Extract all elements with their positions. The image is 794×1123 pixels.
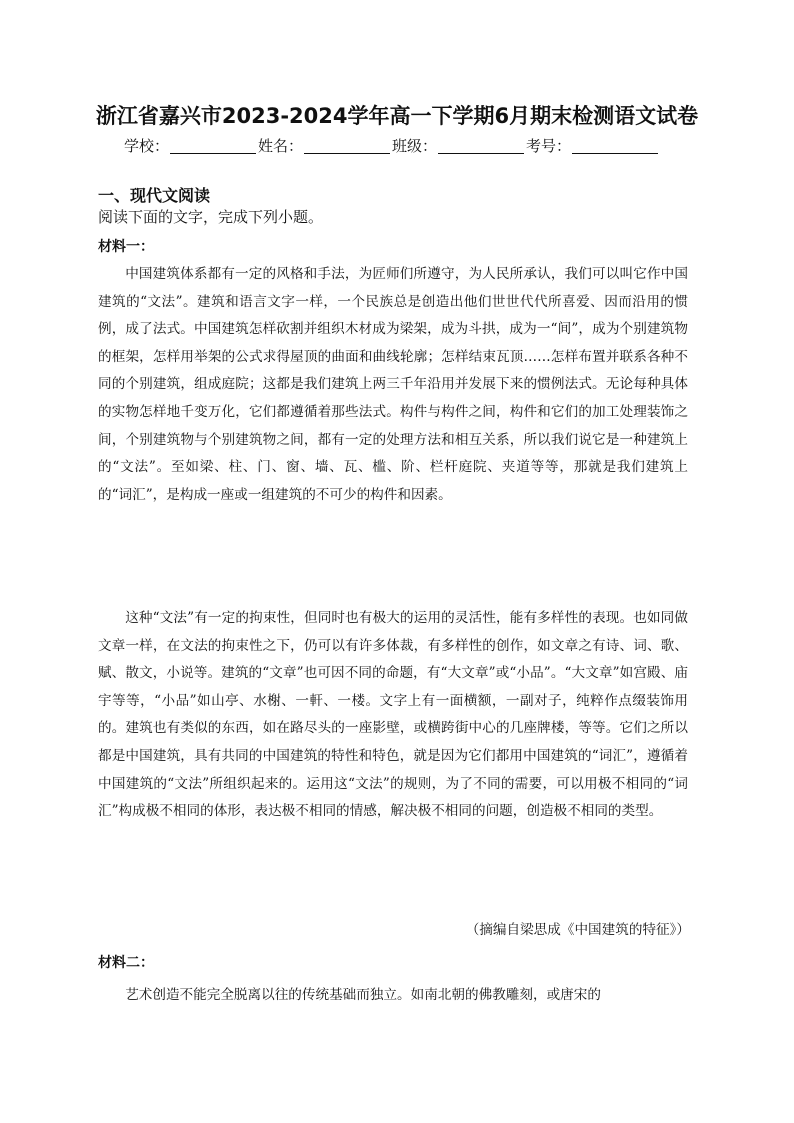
number-blank[interactable] (572, 137, 658, 154)
name-field (258, 135, 392, 156)
reading-instruction: 阅读下面的文字，完成下列小题。 (98, 208, 324, 226)
student-info-line (124, 135, 684, 156)
number-label: 考号： (526, 137, 572, 155)
exam-title: 浙江省嘉兴市2023-2024学年高一下学期6月期末检测语文试卷 (95, 104, 699, 128)
material-one-paragraph-2: 这种“文法”有一定的拘束性，但同时也有极大的运用的灵活性，能有多样性的表现。也如同做文章一样，在文法的拘束性之下，仍可以有许多体裁，有多样性的创作，如文章之有诗、词、歌、赋、散文，小说等。建筑的“文章”也可因不同的命题，有“大文章”或“小品”。“大文章”如宫殿、庙宇等等，“小品”如山亭、水榭、一軒、一楼。文字上有一面横额，一副对子，纯粹作点缀装饰用的。建筑也有类似的东西，如在路尽头的一座影壁，或横跨街中心的几座牌楼，等等。它们之所以都是中国建筑，具有共同的中国建筑的特性和特色，就是因为它们都用中国建筑的“词汇”，遵循着中国建筑的“文法”所组织起来的。运用这“文法”的规则，为了不同的需要，可以用极不相同的“词汇”构成极不相同的体形，表达极不相同的情感，解决极不相同的问题，创造极不相同的类型。 (98, 610, 688, 820)
section-heading: 一、现代文阅读 (98, 186, 211, 205)
name-label: 姓名： (258, 137, 304, 155)
material-two-label: 材料二： (98, 955, 154, 971)
class-blank[interactable] (438, 137, 524, 154)
class-label: 班级： (392, 137, 438, 155)
school-field (124, 135, 258, 156)
material-one-label: 材料一： (98, 239, 154, 255)
class-field (392, 135, 526, 156)
material-one-paragraph-1: 中国建筑体系都有一定的风格和手法，为匠师们所遵守，为人民所承认，我们可以叫它作中国建筑的“文法”。建筑和语言文字一样，一个民族总是创造出他们世世代代所喜爱、因而沿用的惯例，成了法式。中国建筑怎样砍割并组织木材成为梁架，成为斗拱，成为一“间”，成为个别建筑物的框架，怎样用举架的公式求得屋顶的曲面和曲线轮廓；怎样结束瓦顶……怎样布置并联系各种不同的个别建筑，组成庭院；这都是我们建筑上两三千年沿用并发展下来的惯例法式。无论每种具体的实物怎样地千变万化，它们都遵循着那些法式。构件与构件之间，构件和它们的加工处理装饰之间，个别建筑物与个别建筑物之间，都有一定的处理方法和相互关系，所以我们说它是一种建筑上的“文法”。至如梁、柱、门、窗、墙、瓦、槛、阶、栏杆庭院、夹道等等，那就是我们建筑上的“词汇”，是构成一座或一组建筑的不可少的构件和因素。 (98, 266, 688, 503)
material-two-paragraph-1: 艺术创造不能完全脱离以往的传统基础而独立。如南北朝的佛教雕刻，或唐宋的 (125, 987, 601, 1003)
school-label: 学校： (124, 137, 170, 155)
school-blank[interactable] (170, 137, 256, 154)
name-blank[interactable] (304, 137, 390, 154)
material-one-source: （摘编自梁思成《中国建筑的特征》） (465, 922, 690, 938)
number-field (526, 135, 660, 156)
